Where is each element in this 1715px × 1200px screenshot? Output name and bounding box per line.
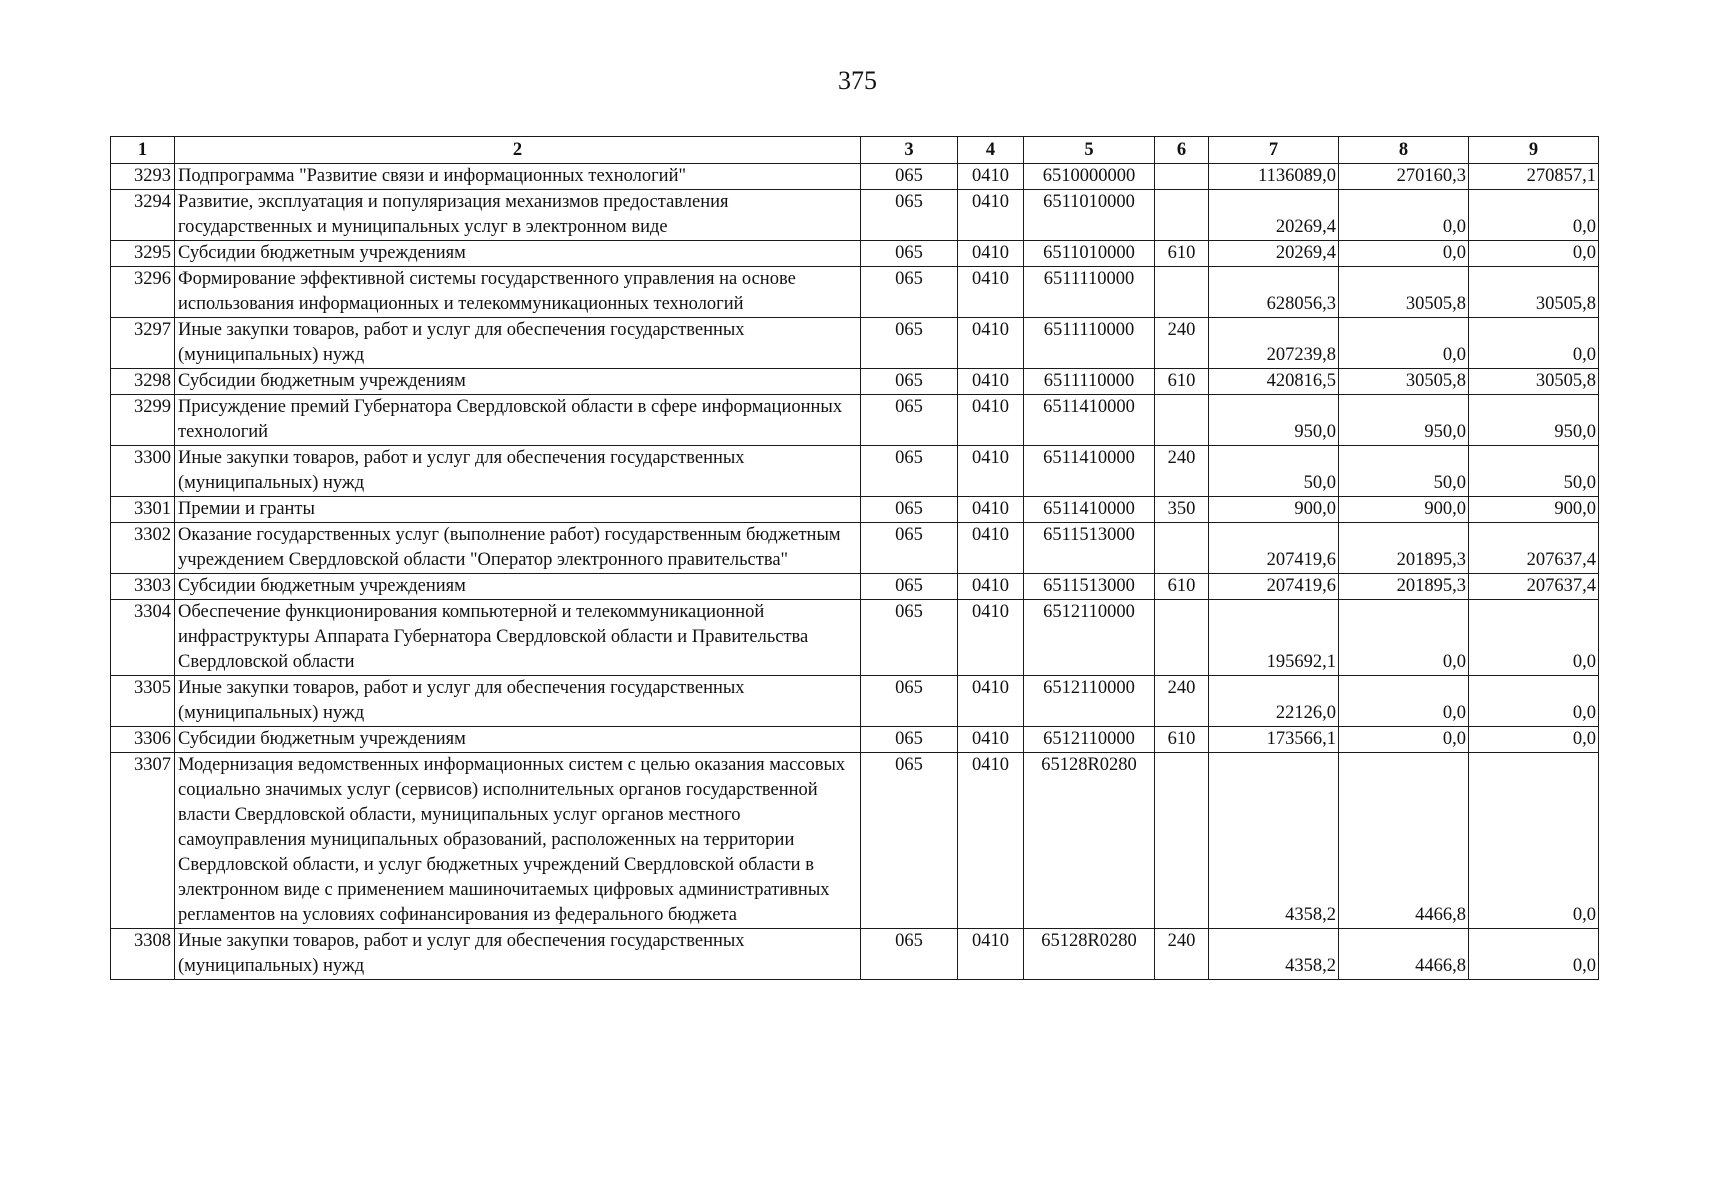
- row-name: Развитие, эксплуатация и популяризация механизмов предоставления государственных и муниципальных услуг в электронном виде: [175, 190, 861, 241]
- amount-col9: 207637,4: [1469, 523, 1599, 574]
- row-name: Субсидии бюджетным учреждениям: [175, 241, 861, 267]
- amount-col7: 195692,1: [1209, 600, 1339, 676]
- amount-col8: 50,0: [1339, 446, 1469, 497]
- amount-col7: 1136089,0: [1209, 164, 1339, 190]
- amount-col9: 30505,8: [1469, 369, 1599, 395]
- amount-col7: 628056,3: [1209, 267, 1339, 318]
- code-target: 6511110000: [1024, 318, 1155, 369]
- code-ministry: 065: [861, 497, 958, 523]
- code-ministry: 065: [861, 574, 958, 600]
- row-number: 3299: [111, 395, 175, 446]
- amount-col9: 0,0: [1469, 753, 1599, 929]
- code-expense-type: [1155, 753, 1209, 929]
- code-target: 65128R0280: [1024, 929, 1155, 980]
- amount-col8: 950,0: [1339, 395, 1469, 446]
- code-ministry: 065: [861, 164, 958, 190]
- code-ministry: 065: [861, 523, 958, 574]
- amount-col8: 0,0: [1339, 600, 1469, 676]
- code-ministry: 065: [861, 395, 958, 446]
- code-target: 6510000000: [1024, 164, 1155, 190]
- amount-col7: 20269,4: [1209, 190, 1339, 241]
- row-name: Иные закупки товаров, работ и услуг для обеспечения государственных (муниципальных) нужд: [175, 446, 861, 497]
- code-ministry: 065: [861, 318, 958, 369]
- amount-col9: 950,0: [1469, 395, 1599, 446]
- table-row: [111, 241, 1599, 267]
- code-section: 0410: [958, 574, 1024, 600]
- table-row: [111, 497, 1599, 523]
- code-ministry: 065: [861, 369, 958, 395]
- table-row: [111, 753, 1599, 929]
- row-name: Обеспечение функционирования компьютерной и телекоммуникационной инфраструктуры Аппарата Губернатора Свердловской области и Правительства Свердловской области: [175, 600, 861, 676]
- code-section: 0410: [958, 753, 1024, 929]
- code-target: 6511010000: [1024, 241, 1155, 267]
- amount-col9: 0,0: [1469, 600, 1599, 676]
- row-number: 3307: [111, 753, 175, 929]
- amount-col9: 0,0: [1469, 241, 1599, 267]
- row-number: 3302: [111, 523, 175, 574]
- amount-col7: 950,0: [1209, 395, 1339, 446]
- row-number: 3293: [111, 164, 175, 190]
- row-number: 3303: [111, 574, 175, 600]
- table-row: [111, 267, 1599, 318]
- amount-col8: 0,0: [1339, 190, 1469, 241]
- row-name: Иные закупки товаров, работ и услуг для обеспечения государственных (муниципальных) нужд: [175, 929, 861, 980]
- code-expense-type: [1155, 164, 1209, 190]
- code-section: 0410: [958, 190, 1024, 241]
- table-row: [111, 676, 1599, 727]
- amount-col9: 0,0: [1469, 727, 1599, 753]
- row-name: Оказание государственных услуг (выполнение работ) государственным бюджетным учреждением Свердловской области "Оператор электронного правительства": [175, 523, 861, 574]
- amount-col8: 201895,3: [1339, 574, 1469, 600]
- amount-col7: 173566,1: [1209, 727, 1339, 753]
- code-section: 0410: [958, 395, 1024, 446]
- amount-col7: 207419,6: [1209, 574, 1339, 600]
- amount-col7: 4358,2: [1209, 753, 1339, 929]
- table-row: [111, 446, 1599, 497]
- table-row: [111, 164, 1599, 190]
- amount-col8: 0,0: [1339, 318, 1469, 369]
- amount-col9: 207637,4: [1469, 574, 1599, 600]
- column-header: 1: [111, 137, 175, 164]
- code-target: 6511110000: [1024, 369, 1155, 395]
- column-header: 8: [1339, 137, 1469, 164]
- row-name: Иные закупки товаров, работ и услуг для обеспечения государственных (муниципальных) нужд: [175, 676, 861, 727]
- code-target: 6512110000: [1024, 676, 1155, 727]
- amount-col7: 4358,2: [1209, 929, 1339, 980]
- amount-col9: 0,0: [1469, 929, 1599, 980]
- row-number: 3300: [111, 446, 175, 497]
- row-name: Подпрограмма "Развитие связи и информационных технологий": [175, 164, 861, 190]
- amount-col9: 0,0: [1469, 676, 1599, 727]
- row-number: 3305: [111, 676, 175, 727]
- code-section: 0410: [958, 523, 1024, 574]
- code-expense-type: 350: [1155, 497, 1209, 523]
- column-header: 9: [1469, 137, 1599, 164]
- amount-col8: 4466,8: [1339, 753, 1469, 929]
- row-number: 3306: [111, 727, 175, 753]
- code-ministry: 065: [861, 446, 958, 497]
- code-ministry: 065: [861, 600, 958, 676]
- amount-col7: 207239,8: [1209, 318, 1339, 369]
- amount-col7: 22126,0: [1209, 676, 1339, 727]
- table-row: [111, 574, 1599, 600]
- column-header: 2: [175, 137, 861, 164]
- table-row: [111, 190, 1599, 241]
- amount-col8: 270160,3: [1339, 164, 1469, 190]
- code-target: 65128R0280: [1024, 753, 1155, 929]
- row-name: Премии и гранты: [175, 497, 861, 523]
- code-expense-type: 240: [1155, 676, 1209, 727]
- table-row: [111, 395, 1599, 446]
- code-target: 6511110000: [1024, 267, 1155, 318]
- code-expense-type: [1155, 267, 1209, 318]
- table-row: [111, 523, 1599, 574]
- code-expense-type: 610: [1155, 574, 1209, 600]
- code-section: 0410: [958, 497, 1024, 523]
- code-expense-type: [1155, 190, 1209, 241]
- row-number: 3298: [111, 369, 175, 395]
- code-ministry: 065: [861, 676, 958, 727]
- amount-col7: 900,0: [1209, 497, 1339, 523]
- code-section: 0410: [958, 369, 1024, 395]
- amount-col8: 4466,8: [1339, 929, 1469, 980]
- page-number: 375: [838, 66, 877, 95]
- row-number: 3304: [111, 600, 175, 676]
- table-body: [111, 164, 1599, 980]
- header-row: [111, 137, 1599, 164]
- code-section: 0410: [958, 446, 1024, 497]
- code-expense-type: 240: [1155, 318, 1209, 369]
- code-expense-type: 240: [1155, 446, 1209, 497]
- code-ministry: 065: [861, 929, 958, 980]
- code-expense-type: [1155, 523, 1209, 574]
- amount-col8: 0,0: [1339, 727, 1469, 753]
- code-expense-type: 610: [1155, 241, 1209, 267]
- amount-col7: 50,0: [1209, 446, 1339, 497]
- code-target: 6511410000: [1024, 497, 1155, 523]
- row-name: Модернизация ведомственных информационных систем с целью оказания массовых социально значимых услуг (сервисов) исполнительных органов государственной власти Свердловской области, муниципальных услуг органов местного самоуправления муниципальных образований, расположенных на территории Свердловской области, и услуг бюджетных учреждений Свердловской области в электронном виде с применением машиночитаемых цифровых административных регламентов на условиях софинансирования из федерального бюджета: [175, 753, 861, 929]
- row-name: Субсидии бюджетным учреждениям: [175, 369, 861, 395]
- code-section: 0410: [958, 164, 1024, 190]
- code-expense-type: 610: [1155, 369, 1209, 395]
- amount-col7: 207419,6: [1209, 523, 1339, 574]
- amount-col9: 30505,8: [1469, 267, 1599, 318]
- table-row: [111, 929, 1599, 980]
- code-section: 0410: [958, 676, 1024, 727]
- code-section: 0410: [958, 600, 1024, 676]
- row-name: Присуждение премий Губернатора Свердловской области в сфере информационных технологий: [175, 395, 861, 446]
- amount-col9: 0,0: [1469, 318, 1599, 369]
- code-expense-type: [1155, 395, 1209, 446]
- budget-table: [110, 136, 1599, 980]
- amount-col8: 30505,8: [1339, 369, 1469, 395]
- amount-col9: 50,0: [1469, 446, 1599, 497]
- amount-col9: 270857,1: [1469, 164, 1599, 190]
- amount-col8: 0,0: [1339, 241, 1469, 267]
- row-number: 3301: [111, 497, 175, 523]
- amount-col8: 900,0: [1339, 497, 1469, 523]
- column-header: 7: [1209, 137, 1339, 164]
- row-number: 3308: [111, 929, 175, 980]
- code-expense-type: [1155, 600, 1209, 676]
- column-header: 3: [861, 137, 958, 164]
- row-number: 3296: [111, 267, 175, 318]
- code-target: 6511410000: [1024, 395, 1155, 446]
- code-section: 0410: [958, 727, 1024, 753]
- column-header: 5: [1024, 137, 1155, 164]
- code-target: 6511513000: [1024, 574, 1155, 600]
- code-section: 0410: [958, 241, 1024, 267]
- amount-col9: 900,0: [1469, 497, 1599, 523]
- table-row: [111, 727, 1599, 753]
- table-row: [111, 600, 1599, 676]
- code-ministry: 065: [861, 753, 958, 929]
- code-target: 6511410000: [1024, 446, 1155, 497]
- code-target: 6511010000: [1024, 190, 1155, 241]
- column-header: 4: [958, 137, 1024, 164]
- code-ministry: 065: [861, 727, 958, 753]
- row-name: Субсидии бюджетным учреждениям: [175, 727, 861, 753]
- amount-col8: 201895,3: [1339, 523, 1469, 574]
- code-target: 6512110000: [1024, 600, 1155, 676]
- code-ministry: 065: [861, 241, 958, 267]
- row-number: 3294: [111, 190, 175, 241]
- amount-col7: 20269,4: [1209, 241, 1339, 267]
- code-section: 0410: [958, 318, 1024, 369]
- amount-col9: 0,0: [1469, 190, 1599, 241]
- row-name: Формирование эффективной системы государственного управления на основе использования информационных и телекоммуникационных технологий: [175, 267, 861, 318]
- row-name: Субсидии бюджетным учреждениям: [175, 574, 861, 600]
- code-ministry: 065: [861, 190, 958, 241]
- code-expense-type: 240: [1155, 929, 1209, 980]
- row-number: 3295: [111, 241, 175, 267]
- amount-col8: 0,0: [1339, 676, 1469, 727]
- amount-col8: 30505,8: [1339, 267, 1469, 318]
- table-row: [111, 369, 1599, 395]
- code-section: 0410: [958, 929, 1024, 980]
- code-ministry: 065: [861, 267, 958, 318]
- row-name: Иные закупки товаров, работ и услуг для обеспечения государственных (муниципальных) нужд: [175, 318, 861, 369]
- code-target: 6512110000: [1024, 727, 1155, 753]
- amount-col7: 420816,5: [1209, 369, 1339, 395]
- column-header: 6: [1155, 137, 1209, 164]
- code-target: 6511513000: [1024, 523, 1155, 574]
- table-row: [111, 318, 1599, 369]
- code-section: 0410: [958, 267, 1024, 318]
- row-number: 3297: [111, 318, 175, 369]
- code-expense-type: 610: [1155, 727, 1209, 753]
